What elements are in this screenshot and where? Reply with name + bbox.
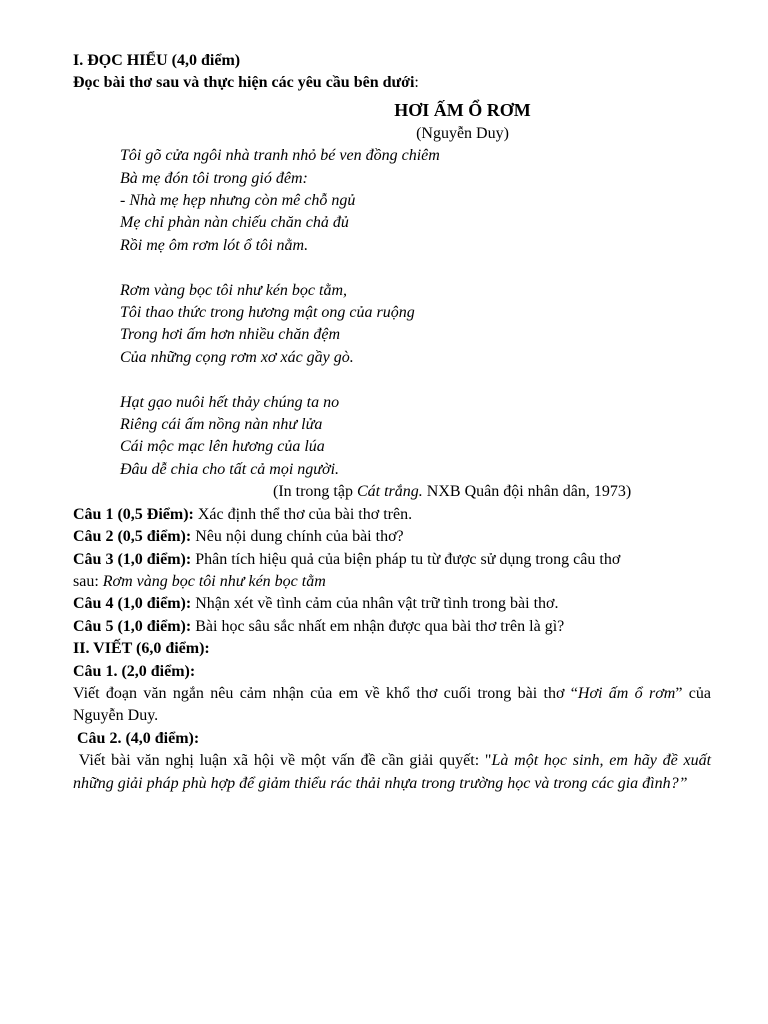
writing-question-2-text bbox=[73, 750, 711, 795]
poem-body bbox=[73, 145, 711, 481]
poem-line: Rồi mẹ ôm rơm lót ổ tôi nằm. bbox=[120, 236, 309, 254]
section1-instruction bbox=[73, 72, 711, 94]
poem-line: Đâu dễ chia cho tất cả mọi người. bbox=[120, 460, 340, 478]
writing-q1-poem-title: Hơi ấm ổ rơm bbox=[577, 684, 676, 702]
question-text: sau: bbox=[73, 572, 103, 590]
writing-question-1-label: Câu 1. (2,0 điểm): bbox=[73, 662, 196, 680]
poem-line: Tôi gõ cửa ngôi nhà tranh nhỏ bé ven đồng chiêm bbox=[120, 147, 440, 165]
source-prefix: (In trong tập bbox=[273, 483, 357, 501]
poem-line: Tôi thao thức trong hương mật ong của ruộng bbox=[120, 304, 415, 322]
question-text: Nhận xét về tình cảm của nhân vật trữ tình trong bài thơ. bbox=[191, 595, 559, 613]
question-label: Câu 4 (1,0 điểm): bbox=[73, 595, 192, 613]
poem-author: (Nguyễn Duy) bbox=[416, 124, 509, 142]
poem-line: Mẹ chỉ phàn nàn chiếu chăn chả đủ bbox=[120, 214, 349, 232]
stanza-gap bbox=[120, 369, 711, 391]
question-text: Xác định thể thơ của bài thơ trên. bbox=[193, 505, 413, 523]
poem-line: Riêng cái ấm nồng nàn như lửa bbox=[120, 416, 323, 434]
writing-question-1-text bbox=[73, 683, 711, 728]
question-label: Câu 5 (1,0 điểm): bbox=[73, 617, 192, 635]
question-3-continued bbox=[73, 571, 711, 593]
writing-q1-body: Viết đoạn văn ngắn nêu cảm nhận của em về khổ thơ cuối trong bài thơ “ bbox=[73, 684, 578, 702]
stanza-gap bbox=[120, 257, 711, 279]
question-3 bbox=[73, 549, 711, 571]
poem-line: Trong hơi ấm hơn nhiều chăn đệm bbox=[120, 326, 341, 344]
question-2 bbox=[73, 526, 711, 548]
writing-q2-body: Viết bài văn nghị luận xã hội về một vấn đề cần giải quyết: " bbox=[73, 752, 492, 770]
source-suffix: NXB Quân đội nhân dân, 1973) bbox=[422, 483, 632, 501]
question-1 bbox=[73, 504, 711, 526]
quoted-verse: Rơm vàng bọc tôi như kén bọc tằm bbox=[102, 572, 326, 590]
question-4 bbox=[73, 593, 711, 615]
section2-heading: II. VIẾT (6,0 điểm): bbox=[73, 640, 210, 658]
instruction-text: Đọc bài thơ sau và thực hiện các yêu cầu bên dưới bbox=[73, 74, 415, 92]
poem-line: Cái mộc mạc lên hương của lúa bbox=[120, 438, 325, 456]
poem-line: - Nhà mẹ hẹp nhưng còn mê chỗ ngủ bbox=[120, 192, 356, 210]
question-text: Bài học sâu sắc nhất em nhận được qua bài thơ trên là gì? bbox=[191, 617, 565, 635]
poem-line: Rơm vàng bọc tôi như kén bọc tằm, bbox=[120, 281, 347, 299]
writing-q2-topic: Là một học sinh, em hãy đề xuất những giải pháp phù hợp để giảm thiểu rác thải nhựa trong trường học và trong các gia đình?” bbox=[73, 752, 712, 792]
question-label: Câu 1 (0,5 Điểm): bbox=[73, 505, 194, 523]
instruction-colon: : bbox=[414, 74, 419, 92]
question-label: Câu 3 (1,0 điểm): bbox=[73, 550, 192, 568]
poem-line: Của những cọng rơm xơ xác gầy gò. bbox=[120, 348, 354, 366]
exam-document bbox=[73, 50, 711, 795]
writing-q1-end: ” của Nguyễn Duy. bbox=[73, 684, 711, 725]
section1-heading: I. ĐỌC HIỂU (4,0 điểm) bbox=[73, 52, 241, 69]
poem-line: Bà mẹ đón tôi trong gió đêm: bbox=[120, 169, 308, 187]
question-5 bbox=[73, 616, 711, 638]
question-label: Câu 2 (0,5 điểm): bbox=[73, 528, 192, 546]
poem-source bbox=[73, 481, 711, 503]
source-book: Cát trắng. bbox=[356, 483, 423, 501]
poem-title: HƠI ẤM Ổ RƠM bbox=[394, 99, 531, 120]
poem-line: Hạt gạo nuôi hết thảy chúng ta no bbox=[120, 393, 340, 411]
question-text: Nêu nội dung chính của bài thơ? bbox=[191, 528, 404, 546]
writing-question-2-label: Câu 2. (4,0 điểm): bbox=[73, 729, 200, 747]
question-text: Phân tích hiệu quả của biện pháp tu từ được sử dụng trong câu thơ bbox=[191, 550, 621, 568]
